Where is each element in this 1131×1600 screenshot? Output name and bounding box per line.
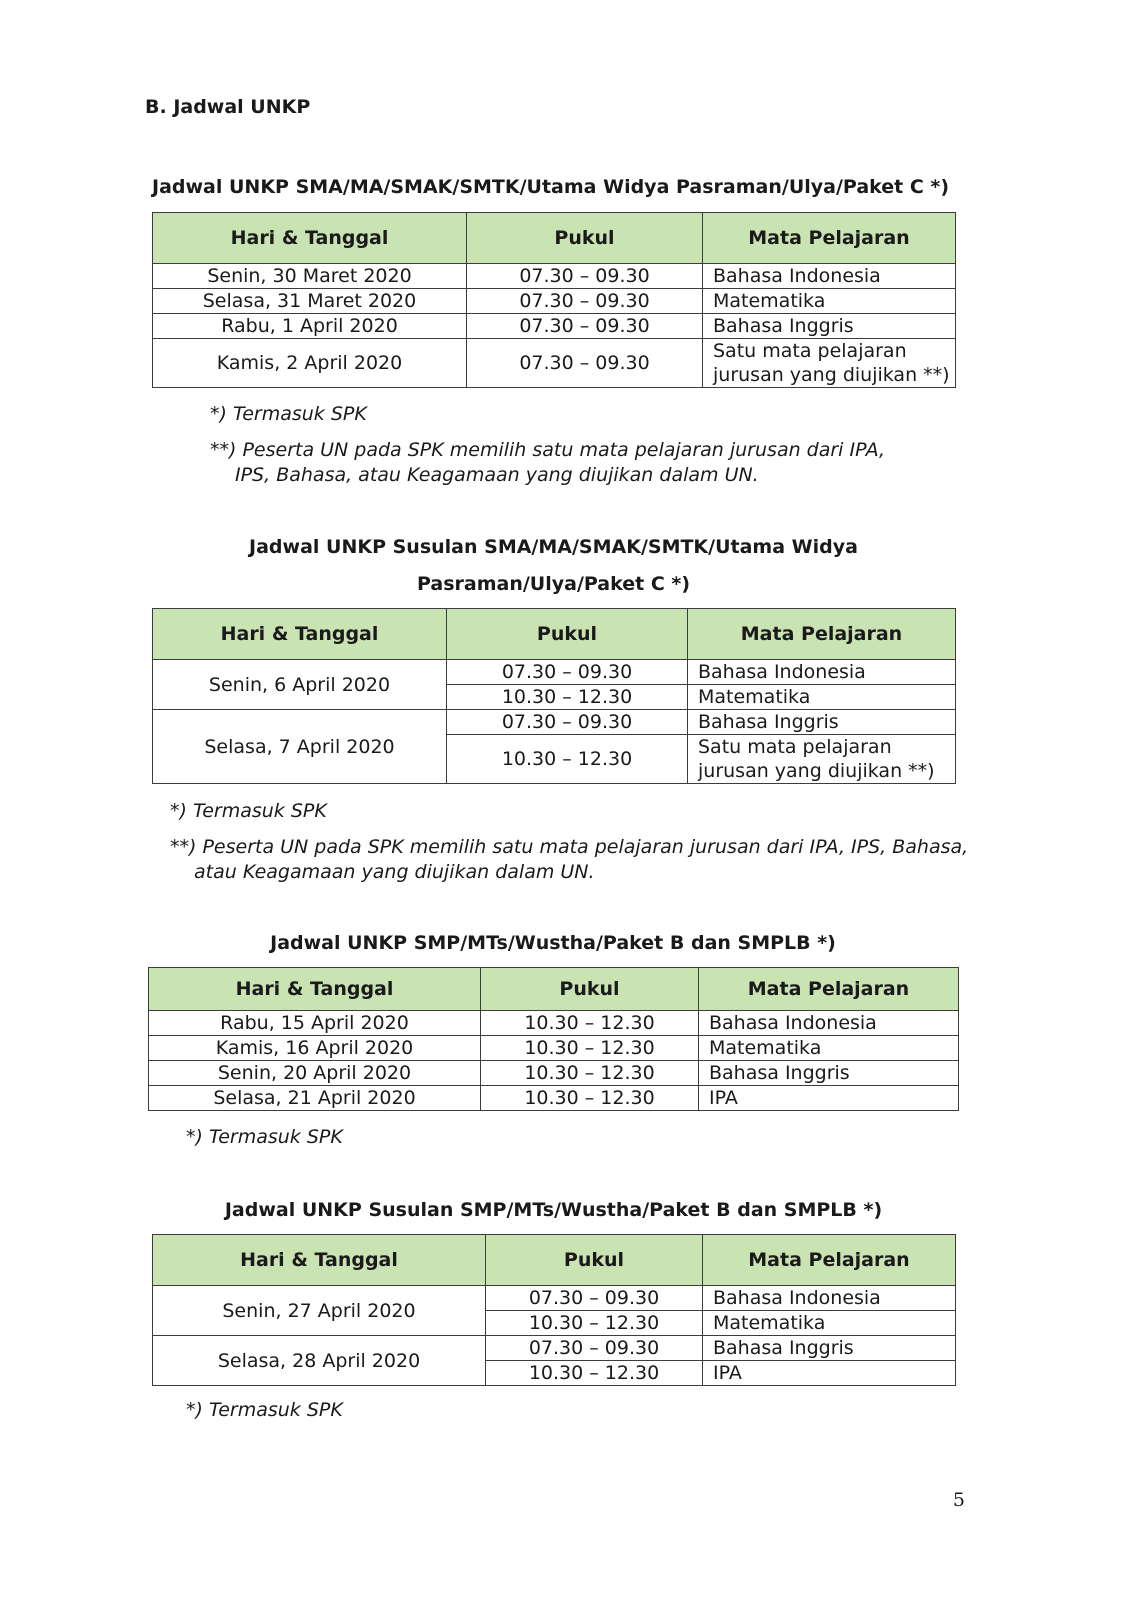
cell-subject-line: jurusan yang diujikan **) (713, 364, 950, 386)
cell-subject: Matematika (699, 1036, 959, 1061)
table-2-title: Pasraman/Ulya/Paket C *) (416, 573, 691, 595)
cell-day: Selasa, 31 Maret 2020 (153, 289, 467, 314)
footnote: **) Peserta UN pada SPK memilih satu mata pelajaran jurusan dari IPA, (210, 439, 886, 461)
table-row (153, 660, 956, 685)
cell-day: Senin, 27 April 2020 (153, 1286, 486, 1336)
cell-time: 07.30 – 09.30 (467, 339, 703, 388)
cell-time: 07.30 – 09.30 (486, 1336, 703, 1361)
cell-subject: Bahasa Indonesia (703, 1286, 956, 1311)
cell-subject: Matematika (688, 685, 956, 710)
cell-time: 10.30 – 12.30 (447, 685, 688, 710)
cell-subject: IPA (699, 1086, 959, 1111)
table-row (153, 710, 956, 735)
table-row (153, 289, 956, 314)
table-row (149, 1011, 959, 1036)
header-subject: Mata Pelajaran (688, 609, 956, 660)
header-day: Hari & Tanggal (153, 1235, 486, 1286)
table-4-title: Jadwal UNKP Susulan SMP/MTs/Wustha/Paket B dan SMPLB *) (224, 1199, 883, 1221)
schedule-table-1 (152, 212, 956, 388)
cell-time: 10.30 – 12.30 (481, 1011, 699, 1036)
section-heading: B. Jadwal UNKP (145, 96, 311, 118)
cell-subject: Matematika (703, 289, 956, 314)
cell-subject: Bahasa Indonesia (703, 264, 956, 289)
table-3-title: Jadwal UNKP SMP/MTs/Wustha/Paket B dan SMPLB *) (270, 932, 836, 954)
table-row (149, 1086, 959, 1111)
cell-subject: Bahasa Inggris (699, 1061, 959, 1086)
footnote: IPS, Bahasa, atau Keagamaan yang diujikan dalam UN. (235, 464, 759, 486)
header-subject: Mata Pelajaran (703, 213, 956, 264)
cell-subject-line: jurusan yang diujikan **) (698, 760, 935, 782)
header-time: Pukul (486, 1235, 703, 1286)
cell-day: Senin, 30 Maret 2020 (153, 264, 467, 289)
cell-day: Selasa, 28 April 2020 (153, 1336, 486, 1386)
header-time: Pukul (481, 968, 699, 1011)
cell-subject-line: Satu mata pelajaran (698, 736, 892, 758)
footnote: *) Termasuk SPK (210, 403, 367, 425)
cell-day: Senin, 6 April 2020 (153, 660, 447, 710)
cell-day: Selasa, 21 April 2020 (149, 1086, 481, 1111)
cell-time: 07.30 – 09.30 (467, 314, 703, 339)
table-2-title: Jadwal UNKP Susulan SMA/MA/SMAK/SMTK/Utama Widya (249, 536, 858, 558)
cell-time: 07.30 – 09.30 (447, 660, 688, 685)
footnote: *) Termasuk SPK (186, 1126, 343, 1148)
cell-day: Senin, 20 April 2020 (149, 1061, 481, 1086)
header-day: Hari & Tanggal (149, 968, 481, 1011)
header-time: Pukul (467, 213, 703, 264)
header-subject: Mata Pelajaran (699, 968, 959, 1011)
schedule-table-4 (152, 1234, 956, 1386)
cell-subject: Matematika (703, 1311, 956, 1336)
cell-day: Rabu, 15 April 2020 (149, 1011, 481, 1036)
header-subject: Mata Pelajaran (703, 1235, 956, 1286)
footnote: atau Keagamaan yang diujikan dalam UN. (194, 861, 595, 883)
cell-day: Rabu, 1 April 2020 (153, 314, 467, 339)
table-row (153, 1286, 956, 1311)
cell-time: 07.30 – 09.30 (447, 710, 688, 735)
cell-subject (688, 735, 956, 784)
cell-time: 10.30 – 12.30 (481, 1061, 699, 1086)
cell-subject: IPA (703, 1361, 956, 1386)
cell-time: 07.30 – 09.30 (467, 264, 703, 289)
cell-time: 10.30 – 12.30 (481, 1036, 699, 1061)
cell-time: 10.30 – 12.30 (486, 1311, 703, 1336)
cell-time: 10.30 – 12.30 (486, 1361, 703, 1386)
table-row (153, 339, 956, 388)
table-1-title: Jadwal UNKP SMA/MA/SMAK/SMTK/Utama Widya Pasraman/Ulya/Paket C *) (152, 176, 950, 198)
header-day: Hari & Tanggal (153, 609, 447, 660)
cell-time: 07.30 – 09.30 (486, 1286, 703, 1311)
footnote: **) Peserta UN pada SPK memilih satu mata pelajaran jurusan dari IPA, IPS, Bahasa, (170, 836, 969, 858)
page-number: 5 (952, 1489, 965, 1511)
cell-time: 10.30 – 12.30 (481, 1086, 699, 1111)
table-row (153, 314, 956, 339)
header-time: Pukul (447, 609, 688, 660)
cell-subject: Bahasa Indonesia (699, 1011, 959, 1036)
cell-subject-line: Satu mata pelajaran (713, 340, 907, 362)
cell-day: Selasa, 7 April 2020 (153, 710, 447, 784)
cell-subject (703, 339, 956, 388)
header-day: Hari & Tanggal (153, 213, 467, 264)
footnote: *) Termasuk SPK (186, 1399, 343, 1421)
cell-subject: Bahasa Indonesia (688, 660, 956, 685)
cell-day: Kamis, 2 April 2020 (153, 339, 467, 388)
schedule-table-3 (148, 967, 959, 1111)
cell-subject: Bahasa Inggris (703, 1336, 956, 1361)
table-row (149, 1036, 959, 1061)
cell-day: Kamis, 16 April 2020 (149, 1036, 481, 1061)
schedule-table-2 (152, 608, 956, 784)
cell-time: 10.30 – 12.30 (447, 735, 688, 784)
cell-subject: Bahasa Inggris (703, 314, 956, 339)
table-row (153, 264, 956, 289)
table-row (149, 1061, 959, 1086)
footnote: *) Termasuk SPK (170, 800, 327, 822)
cell-time: 07.30 – 09.30 (467, 289, 703, 314)
table-row (153, 1336, 956, 1361)
cell-subject: Bahasa Inggris (688, 710, 956, 735)
